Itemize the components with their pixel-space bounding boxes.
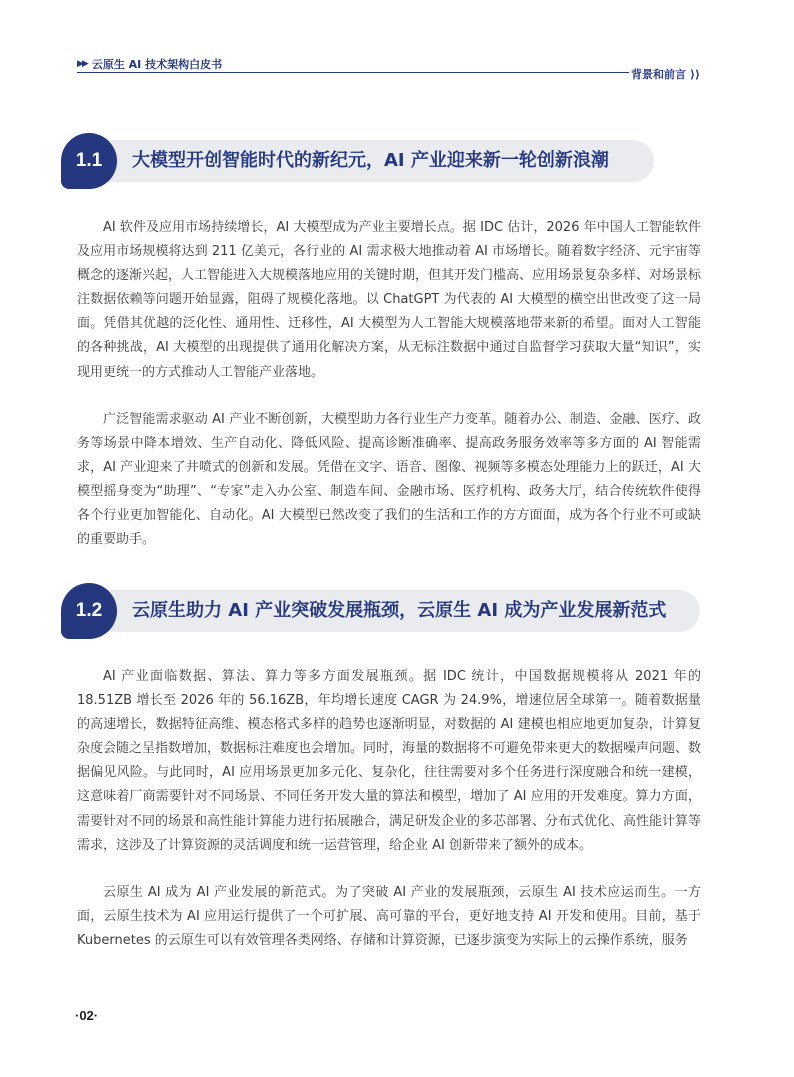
body-paragraph: 云原生 AI 成为 AI 产业发展的新范式。为了突破 AI 产业的发展瓶颈，云原生 AI 技术应运而生。一方面，云原生技术为 AI 应用运行提供了一个可扩展、高可靠的平台，更好地支持 AI 开发和使用。目前，基于 Kubernetes 的云原生可以有效管理各类网络、存储和计算资源，已逐步演变为实际上的云操作系统，服务 (77, 885, 701, 949)
header-rule (77, 72, 629, 73)
section-heading-1-2 (61, 583, 701, 639)
page-number: ·02· (75, 1008, 99, 1023)
double-play-icon: ▶▶ (77, 59, 87, 69)
running-header-title (77, 56, 222, 72)
body-paragraph: AI 软件及应用市场持续增长，AI 大模型成为产业主要增长点。据 IDC 估计，2026 年中国人工智能软件及应用市场规模将达到 211 亿美元，各行业的 AI 需求极大地推动着 AI 市场增长。随着数字经济、元宇宙等概念的逐渐兴起，人工智能进入大规模落地应用的关键时期，但其开发门槛高、应用场景复杂多样、对场景标注数据依赖等问题开始显露，阻碍了规模化落地。以 ChatGPT 为代表的 AI 大模型的横空出世改变了这一局面。凭借其优越的泛化性、通用性、迁移性，AI 大模型为人工智能大规模落地带来新的希望。面对人工智能的各种挑战，AI 大模型的出现提供了通用化解决方案，从无标注数据中通过自监督学习获取大量“知识”，实现用更统一的方式推动人工智能产业落地。 (77, 220, 702, 380)
document-title: 云原生 AI 技术架构白皮书 (91, 58, 223, 71)
section-number-badge: 1.1 (61, 133, 117, 189)
section-title: 云原生助力 AI 产业突破发展瓶颈，云原生 AI 成为产业发展新范式 (132, 600, 667, 621)
section-title: 大模型开创智能时代的新纪元，AI 产业迎来新一轮创新浪潮 (132, 150, 609, 171)
double-chevron-right-icon: ⟩⟩ (690, 67, 701, 81)
section-number-badge: 1.2 (61, 583, 117, 639)
section-label: 背景和前言 (631, 68, 686, 81)
section-heading-1-1 (61, 133, 701, 189)
running-header-section (631, 66, 700, 82)
body-paragraph: AI 产业面临数据、算法、算力等多方面发展瓶颈。据 IDC 统计，中国数据规模将从 2021 年的 18.51ZB 增长至 2026 年的 56.16ZB，年均增长速度 CAGR 为 24.9%，增速位居全球第一。随着数据量的高速增长，数据特征高维、模态格式多样的趋势也逐渐明显，对数据的 AI 建模也相应地更加复杂，计算复杂度会随之呈指数增加，数据标注难度也会增加。同时，海量的数据将不可避免带来更大的数据噪声问题、数据偏见风险。与此同时，AI 应用场景更加多元化、复杂化，往往需要对多个任务进行深度融合和统一建模，这意味着厂商需要针对不同场景、不同任务开发大量的算法和模型，增加了 AI 应用的开发难度。算力方面，需要针对不同的场景和高性能计算能力进行拓展融合，满足研发企业的多芯部署、分布式优化、高性能计算等需求，这涉及了计算资源的灵活调度和统一运营管理，给企业 AI 创新带来了额外的成本。 (77, 669, 702, 853)
body-paragraph: 广泛智能需求驱动 AI 产业不断创新，大模型助力各行业生产力变革。随着办公、制造、金融、医疗、政务等场景中降本增效、生产自动化、降低风险、提高诊断准确率、提高政务服务效率等多方面的 AI 智能需求，AI 产业迎来了井喷式的创新和发展。凭借在文字、语音、图像、视频等多模态处理能力上的跃迁，AI 大模型摇身变为“助理”、“专家”走入办公室、制造车间、金融市场、医疗机构、政务大厅，结合传统软件使得各个行业更加智能化、自动化。AI 大模型已然改变了我们的生活和工作的方方面面，成为各个行业不可或缺的重要助手。 (77, 412, 701, 548)
